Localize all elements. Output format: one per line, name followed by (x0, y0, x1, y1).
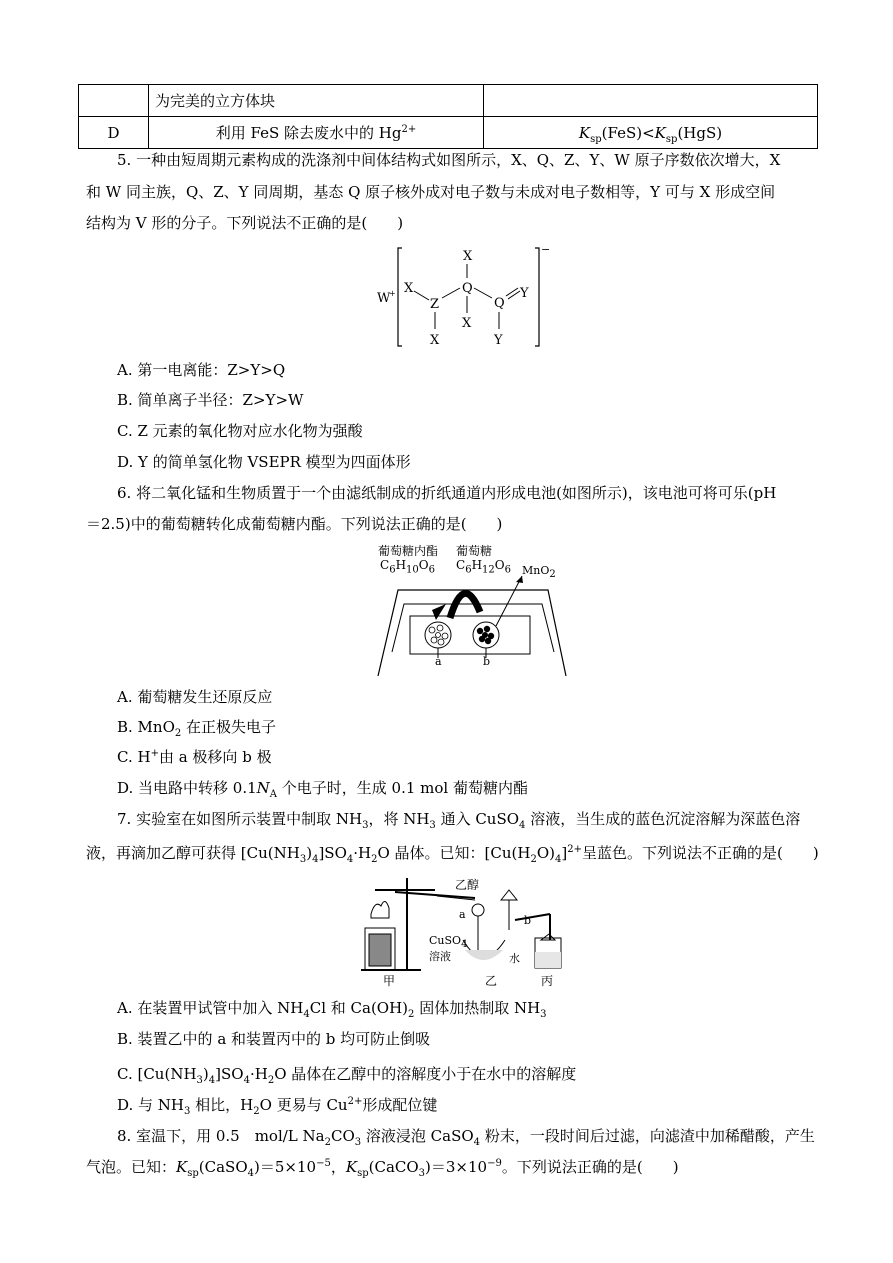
q6-stem-line: ＝2.5)中的葡萄糖转化成葡萄糖内酯。下列说法正确的是( ) (86, 515, 503, 533)
q6-option-b: B. MnO$_2$ 在正极失电子 (117, 718, 277, 739)
label-w: W (377, 291, 391, 306)
q6-option-a: A. 葡萄糖发生还原反应 (117, 688, 273, 706)
table-cell: D (79, 117, 149, 149)
q7-stem-line: 液，再滴加乙醇可获得 $[Cu(NH_3)_4]SO_4\cdot H_2O$ 晶体。已知：$[Cu(H_2O)_4]^{2+}$呈蓝色。下列说法不正确的是( ) (86, 844, 819, 865)
glucose-formula: $C_6H_{12}O_6$ (456, 558, 511, 576)
water-label: 水 (509, 952, 520, 965)
q7-option-b: B. 装置乙中的 a 和装置丙中的 b 均可防止倒吸 (117, 1030, 431, 1048)
table-cell: $K_{sp}(FeS)<K_{sp}(HgS)$ (484, 117, 818, 149)
glucose-lactone-label: 葡萄糖内酯 (378, 544, 439, 558)
apparatus-jia-label: 甲 (383, 974, 396, 988)
q5-option-d: D. Y 的简单氢化物 VSEPR 模型为四面体形 (117, 453, 411, 471)
glucose-lactone-formula: $C_6H_{10}O_6$ (380, 558, 435, 576)
apparatus-diagram (355, 870, 565, 990)
atom-y: Y (494, 333, 503, 348)
table-row (79, 117, 818, 149)
solution-label: 溶液 (429, 950, 451, 963)
cuso4-label: CuSO$_4$ (429, 934, 468, 951)
q7-option-d: D. 与 $NH_3$ 相比，$H_2O$ 更易与 $Cu^{2+}$形成配位键 (117, 1096, 438, 1117)
comparison-table (78, 84, 818, 149)
q7-option-c: C. $[Cu(NH_3)_4]SO_4\cdot H_2O$ 晶体在乙醇中的溶解度小于在水中的溶解度 (117, 1065, 577, 1086)
ethanol-label: 乙醇 (455, 878, 480, 892)
atom-x: X (462, 316, 472, 331)
q5-stem-line: 5. 一种由短周期元素构成的洗涤剂中间体结构式如图所示，X、Q、Z、Y、W 原子序数依次增大，X (117, 151, 781, 169)
atom-y: Y (520, 286, 529, 301)
q8-stem-line: 8. 室温下，用 0.5 mol/L $Na_2CO_3$ 溶液浸泡 CaSO$_4$ 粉末，一段时间后过滤，向滤渣中加稀醋酸，产生 (117, 1127, 815, 1148)
table-cell (484, 85, 818, 117)
atom-z: Z (430, 297, 440, 312)
mno2-label: MnO$_2$ (522, 564, 556, 581)
q8-stem-line: 气泡。已知：$K_{sp}(CaSO_4)=5\times 10^{-5}$，$K_{sp}(CaCO_3)=3\times 10^{-9}$。下列说法正确的是( ) (86, 1158, 679, 1179)
electrode-b-label: b (483, 655, 491, 668)
table-row (79, 85, 818, 117)
atom-x: X (404, 281, 414, 296)
q5-stem-line: 结构为 V 形的分子。下列说法不正确的是( ) (86, 214, 404, 232)
tube-a-label: a (459, 908, 466, 921)
q7-stem-line: 7. 实验室在如图所示装置中制取 $NH_3$，将 $NH_3$ 通入 CuSO$_4$ 溶液，当生成的蓝色沉淀溶解为深蓝色溶 (117, 810, 801, 831)
q5-option-c: C. Z 元素的氧化物对应水化物为强酸 (117, 422, 363, 440)
q6-option-d: D. 当电路中转移 $0.1N_A$ 个电子时，生成 0.1 mol 葡萄糖内酯 (117, 779, 528, 800)
q5-option-a: A. 第一电离能：Z>Y>Q (117, 361, 286, 379)
tube-b-label: b (524, 914, 532, 927)
apparatus-bing-label: 丙 (541, 974, 554, 988)
atom-x: X (463, 249, 473, 264)
q7-option-a: A. 在装置甲试管中加入 $NH_4Cl$ 和 $Ca(OH)_2$ 固体加热制取 $NH_3$ (117, 999, 547, 1020)
q5-stem-line: 和 W 同主族，Q、Z、Y 同周期，基态 Q 原子核外成对电子数与未成对电子数相等，Y 可与 X 形成空间 (86, 183, 776, 201)
glucose-label: 葡萄糖 (456, 544, 493, 558)
atom-q: Q (494, 296, 505, 311)
table-cell (79, 85, 149, 117)
table-cell: 利用 FeS 除去废水中的 $Hg^{2+}$ (149, 117, 484, 149)
q6-stem-line: 6. 将二氧化锰和生物质置于一个由滤纸制成的折纸通道内形成电池(如图所示)，该电池可将可乐(pH (117, 484, 777, 502)
electrode-a-label: a (435, 655, 442, 668)
anion-charge: − (541, 243, 551, 256)
q5-option-b: B. 简单离子半径：Z>Y>W (117, 391, 304, 409)
label-w-charge: + (389, 289, 396, 298)
apparatus-yi-label: 乙 (485, 974, 498, 988)
battery-diagram (370, 540, 570, 680)
atom-q: Q (462, 281, 473, 296)
structure-diagram (370, 240, 560, 352)
atom-x: X (430, 333, 440, 348)
table-cell: 为完美的立方体块 (149, 85, 484, 117)
q6-option-c: C. H+由 a 极移向 b 极 (117, 748, 272, 766)
